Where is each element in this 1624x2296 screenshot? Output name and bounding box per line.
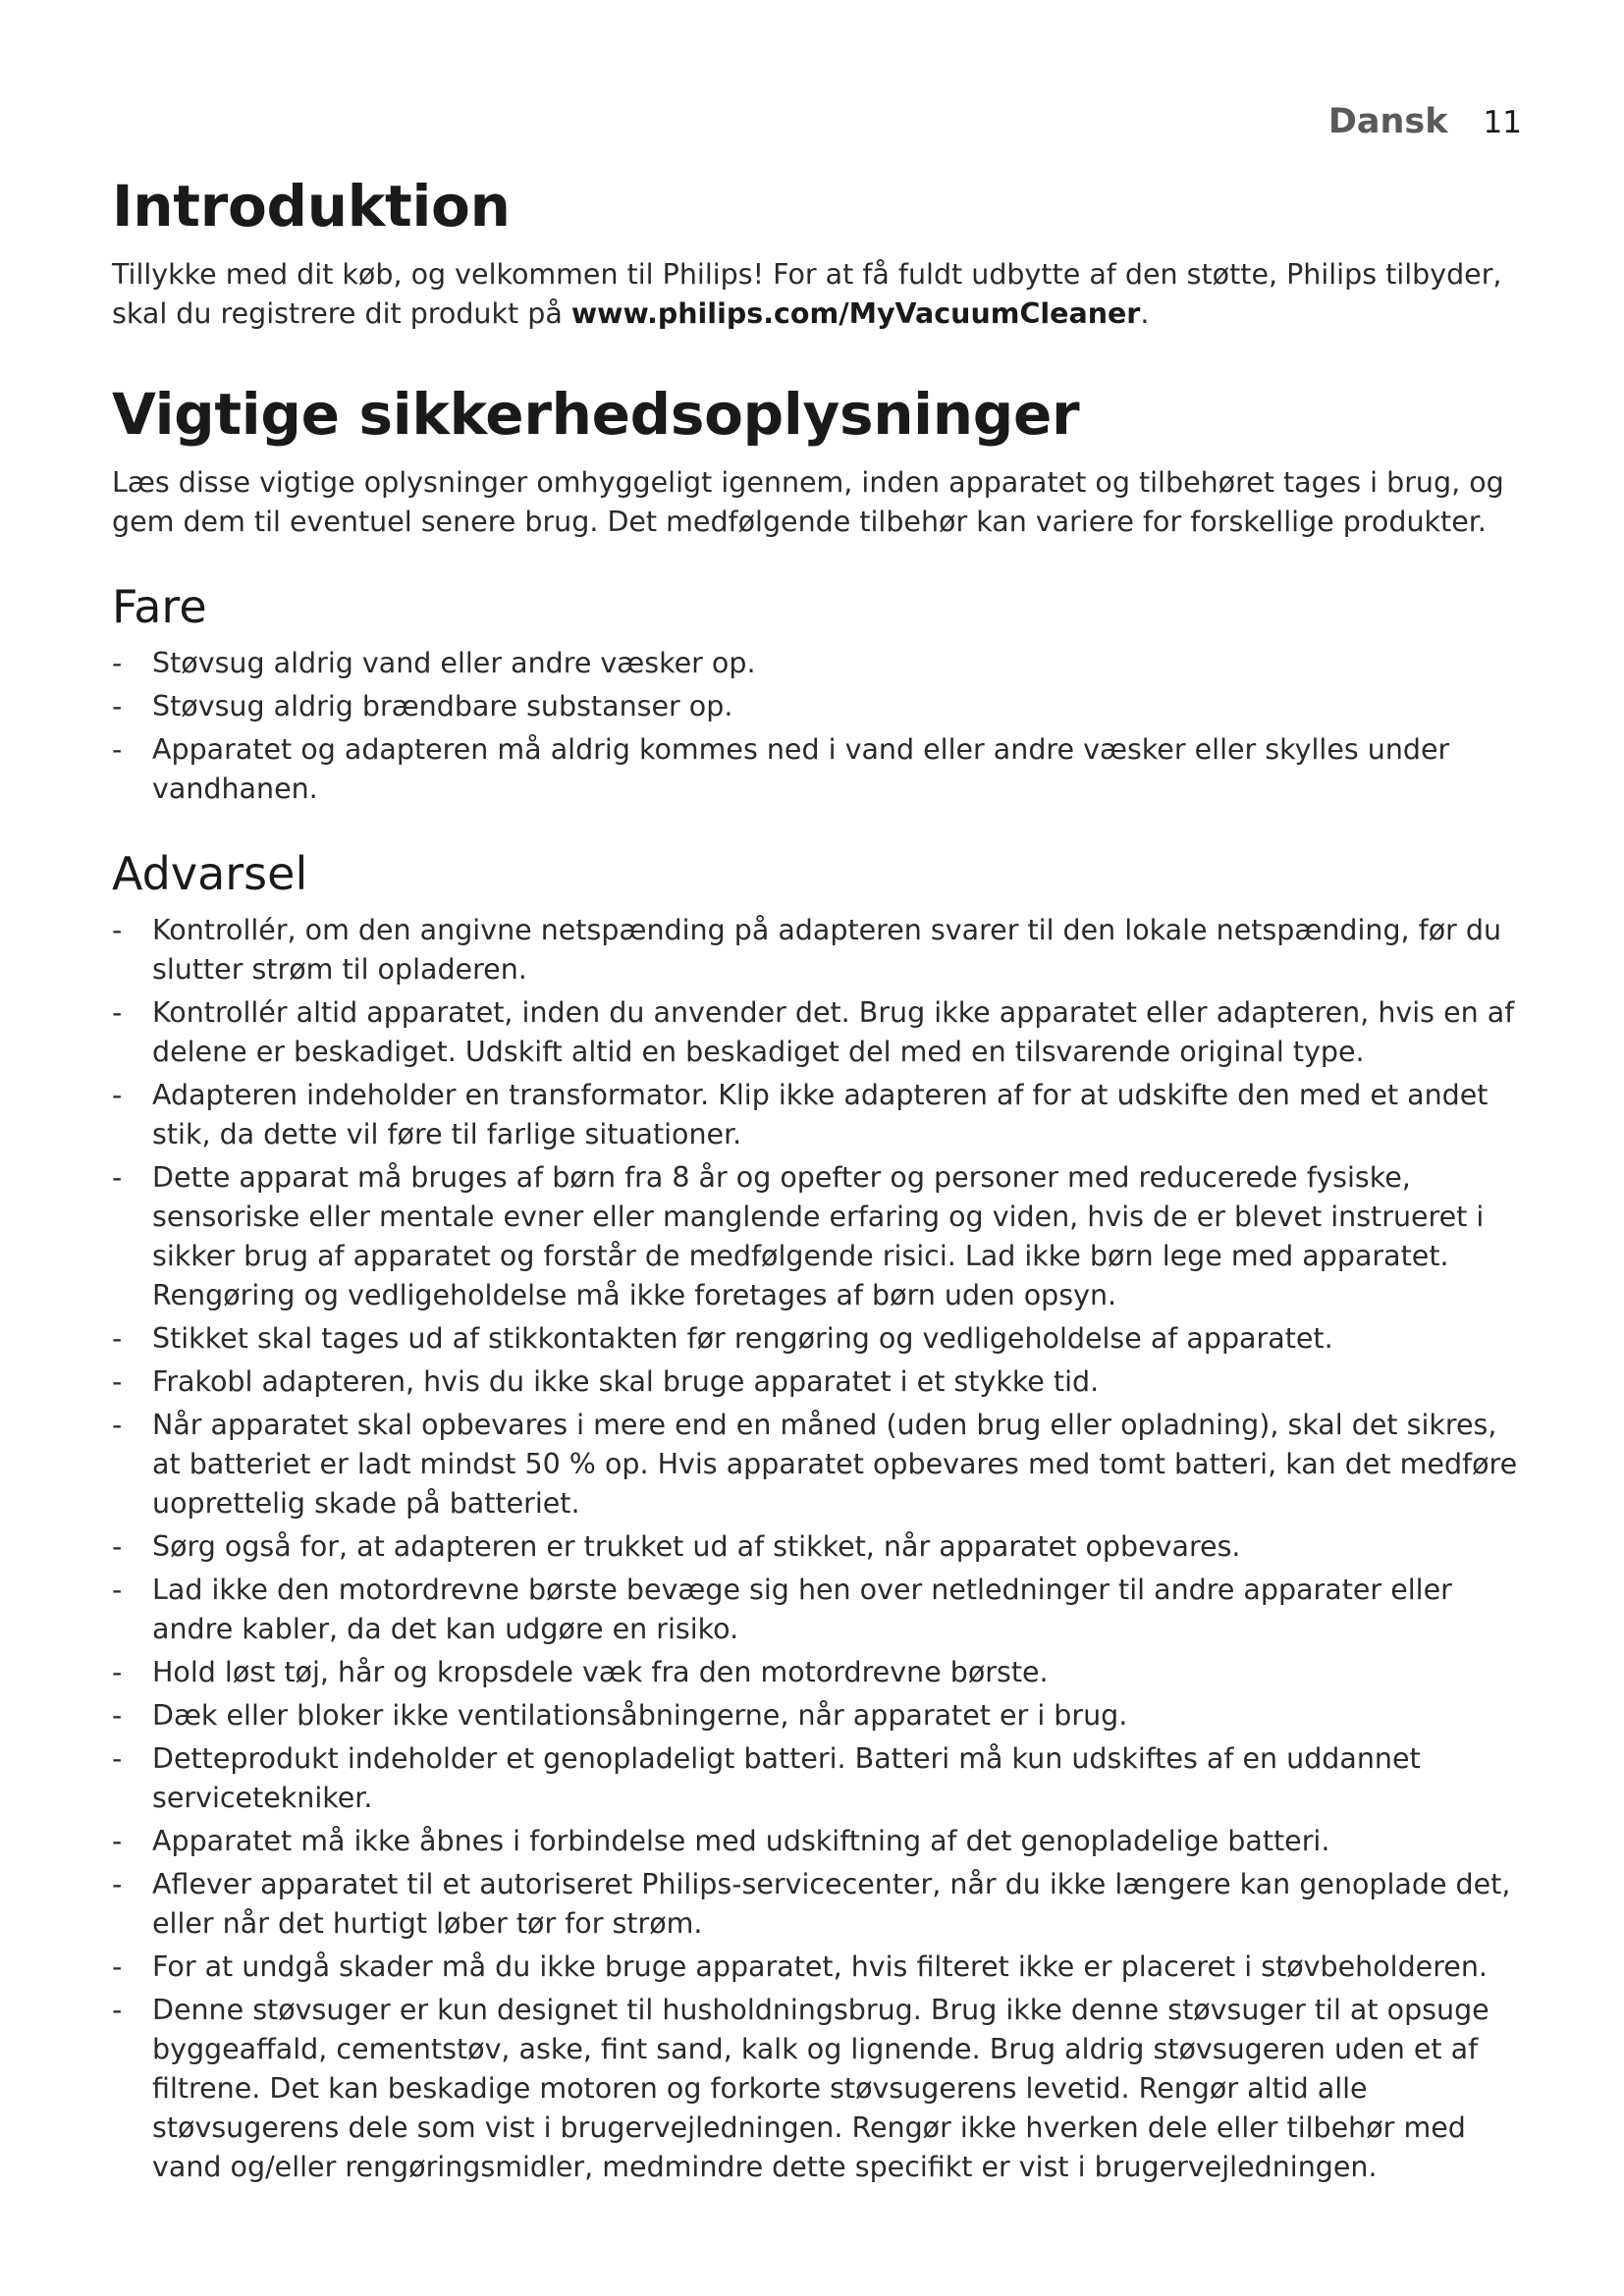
safety-section bbox=[112, 383, 1526, 542]
list-item-text: Denne støvsuger er kun designet til husholdningsbrug. Brug ikke denne støvsuger til at opsuge byggeaffald, cementstøv, aske, fint sand, kalk og lignende. Brug aldrig støvsugeren uden et af filtrene. Det kan beskadige motoren og forkorte støvsugerens levetid. Rengør altid alle støvsugerens dele som vist i brugervejledningen. Rengør ikke hverken dele eller tilbehør med vand og/eller rengøringsmidler, medmindre dette specifikt er vist i brugervejledningen. bbox=[152, 1994, 1489, 2183]
page-number: 11 bbox=[1483, 105, 1522, 140]
bullet-dash: - bbox=[112, 1079, 123, 1111]
safety-text: Læs disse vigtige oplysninger omhyggeligt igennem, inden apparatet og tilbehøret tages i brug, og gem dem til eventuel senere brug. Det medfølgende tilbehør kan variere for forskellige produkter. bbox=[112, 466, 1504, 538]
list-item bbox=[112, 1739, 1526, 1818]
list-item bbox=[112, 1571, 1526, 1649]
intro-text-after: . bbox=[1140, 297, 1150, 330]
list-item bbox=[112, 1653, 1526, 1692]
list-item bbox=[112, 1991, 1526, 2187]
list-item-text: Støvsug aldrig vand eller andre væsker op. bbox=[152, 647, 756, 679]
bullet-dash: - bbox=[112, 1574, 123, 1606]
bullet-dash: - bbox=[112, 1322, 123, 1355]
intro-title: Introduktion bbox=[112, 173, 511, 240]
intro-section bbox=[112, 175, 1526, 334]
bullet-dash: - bbox=[112, 1699, 123, 1732]
list-item-text: For at undgå skader må du ikke bruge apparatet, hvis filteret ikke er placeret i støvbeholderen. bbox=[152, 1950, 1488, 1983]
list-item bbox=[112, 1865, 1526, 1944]
list-item bbox=[112, 1158, 1526, 1315]
list-item bbox=[112, 993, 1526, 1072]
danger-list bbox=[112, 644, 1526, 809]
bullet-dash: - bbox=[112, 733, 123, 766]
list-item bbox=[112, 687, 1526, 726]
list-item-text: Sørg også for, at adapteren er trukket ud af stikket, når apparatet opbevares. bbox=[152, 1530, 1241, 1563]
list-item-text: Støvsug aldrig brændbare substanser op. bbox=[152, 690, 733, 722]
list-item bbox=[112, 1822, 1526, 1861]
bullet-dash: - bbox=[112, 996, 123, 1029]
warning-list bbox=[112, 911, 1526, 2187]
bullet-dash: - bbox=[112, 1656, 123, 1688]
warning-section bbox=[112, 846, 1526, 2187]
list-item bbox=[112, 1362, 1526, 1402]
list-item bbox=[112, 1527, 1526, 1567]
list-item-text: Aflever apparatet til et autoriseret Philips-servicecenter, når du ikke længere kan genoplade det, eller når det hurtigt løber tør for strøm. bbox=[152, 1868, 1511, 1940]
bullet-dash: - bbox=[112, 914, 123, 946]
document-body bbox=[112, 175, 1526, 2191]
list-item-text: Adapteren indeholder en transformator. Klip ikke adapteren af for at udskifte den med et andet stik, da dette vil føre til farlige situationer. bbox=[152, 1079, 1489, 1150]
bullet-dash: - bbox=[112, 690, 123, 722]
list-item-text: Hold løst tøj, hår og kropsdele væk fra den motordrevne børste. bbox=[152, 1656, 1049, 1688]
list-item-text: Apparatet og adapteren må aldrig kommes ned i vand eller andre væsker eller skylles under vandhanen. bbox=[152, 733, 1450, 805]
list-item bbox=[112, 644, 1526, 683]
bullet-dash: - bbox=[112, 1950, 123, 1983]
safety-title: Vigtige sikkerhedsoplysninger bbox=[112, 381, 1080, 448]
list-item-text: Apparatet må ikke åbnes i forbindelse med udskiftning af det genopladelige batteri. bbox=[152, 1825, 1330, 1857]
list-item bbox=[112, 1319, 1526, 1359]
bullet-dash: - bbox=[112, 1409, 123, 1441]
list-item-text: Kontrollér, om den angivne netspænding på adapteren svarer til den lokale netspænding, før du slutter strøm til opladeren. bbox=[152, 914, 1502, 986]
list-item-text: Kontrollér altid apparatet, inden du anvender det. Brug ikke apparatet eller adapteren, hvis en af delene er beskadiget. Udskift altid en beskadiget del med en tilsvarende original type. bbox=[152, 996, 1515, 1068]
list-item bbox=[112, 1948, 1526, 1987]
registration-url: www.philips.com/MyVacuumCleaner bbox=[570, 297, 1141, 330]
bullet-dash: - bbox=[112, 1365, 123, 1398]
list-item-text: Dette apparat må bruges af børn fra 8 år og opefter og personer med reducerede fysiske, sensoriske eller mentale evner eller manglende erfaring og viden, hvis de er blevet instrueret i sikker brug af apparatet og forstår de medfølgende risici. Lad ikke børn lege med apparatet. Rengøring og vedligeholdelse må ikke foretages af børn uden opsyn. bbox=[152, 1161, 1485, 1311]
list-item-text: Frakobl adapteren, hvis du ikke skal bruge apparatet i et stykke tid. bbox=[152, 1365, 1100, 1398]
list-item-text: Når apparatet skal opbevares i mere end en måned (uden brug eller opladning), skal det sikres, at batteriet er ladt mindst 50 % op. Hvis apparatet opbevares med tomt batteri, kan det medføre uoprettelig skade på batteriet. bbox=[152, 1409, 1518, 1520]
list-item bbox=[112, 1696, 1526, 1735]
bullet-dash: - bbox=[112, 1825, 123, 1857]
list-item bbox=[112, 730, 1526, 809]
intro-text bbox=[112, 255, 1526, 334]
language-label: Dansk bbox=[1327, 102, 1448, 141]
bullet-dash: - bbox=[112, 647, 123, 679]
bullet-dash: - bbox=[112, 1994, 123, 2026]
list-item-text: Detteprodukt indeholder et genopladeligt batteri. Batteri må kun udskiftes af en uddannet servicetekniker. bbox=[152, 1742, 1421, 1814]
list-item bbox=[112, 911, 1526, 989]
list-item bbox=[112, 1406, 1526, 1523]
bullet-dash: - bbox=[112, 1742, 123, 1775]
list-item-text: Lad ikke den motordrevne børste bevæge sig hen over netledninger til andre apparater eller andre kabler, da det kan udgøre en risiko. bbox=[152, 1574, 1452, 1645]
danger-section bbox=[112, 579, 1526, 809]
warning-title: Advarsel bbox=[112, 847, 308, 900]
bullet-dash: - bbox=[112, 1868, 123, 1900]
bullet-dash: - bbox=[112, 1161, 123, 1194]
danger-title: Fare bbox=[112, 580, 207, 633]
list-item bbox=[112, 1076, 1526, 1154]
page-header bbox=[1328, 102, 1522, 141]
bullet-dash: - bbox=[112, 1530, 123, 1563]
list-item-text: Dæk eller bloker ikke ventilationsåbningerne, når apparatet er i brug. bbox=[152, 1699, 1128, 1732]
list-item-text: Stikket skal tages ud af stikkontakten før rengøring og vedligeholdelse af apparatet. bbox=[152, 1322, 1333, 1355]
intro-text-before: Tillykke med dit køb, og velkommen til Philips! For at få fuldt udbytte af den støtte, Philips tilbyder, skal du registrere dit produkt på bbox=[112, 258, 1502, 330]
